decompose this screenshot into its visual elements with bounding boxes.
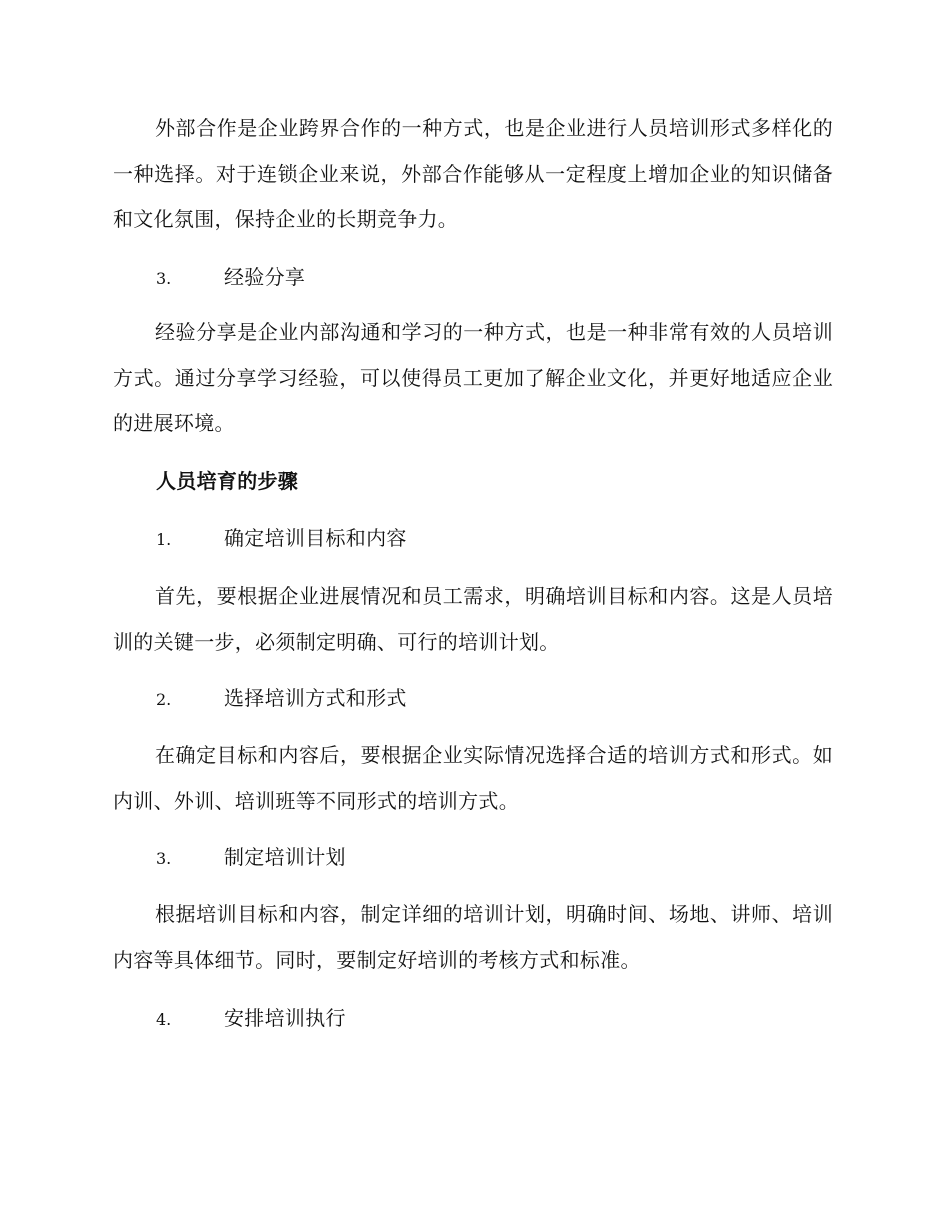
list-item-label: 制定培训计划 bbox=[224, 845, 346, 869]
paragraph-external-cooperation: 外部合作是企业跨界合作的一种方式，也是企业进行人员培训形式多样化的一种选择。对于连锁企业来说，外部合作能够从一定程度上增加企业的知识储备和文化氛围，保持企业的长期竞争力。 bbox=[113, 116, 833, 231]
paragraph-experience-sharing: 经验分享是企业内部沟通和学习的一种方式，也是一种非常有效的人员培训方式。通过分享学习经验，可以使得员工更加了解企业文化，并更好地适应企业的进展环境。 bbox=[113, 320, 833, 435]
paragraph-make-plan: 根据培训目标和内容，制定详细的培训计划，明确时间、场地、讲师、培训内容等具体细节。同时，要制定好培训的考核方式和标准。 bbox=[113, 902, 833, 972]
list-item-label: 安排培训执行 bbox=[224, 1006, 346, 1030]
list-item-label: 选择培训方式和形式 bbox=[224, 686, 407, 710]
list-item-label: 确定培训目标和内容 bbox=[224, 526, 407, 550]
section-heading-training-steps: 人员培育的步骤 bbox=[156, 469, 299, 493]
list-item-make-plan bbox=[156, 842, 346, 872]
list-item-number: 2. bbox=[156, 690, 172, 709]
list-item-experience-sharing bbox=[156, 262, 305, 292]
list-item-number: 3. bbox=[156, 849, 172, 868]
list-item-label: 经验分享 bbox=[224, 265, 306, 289]
list-item-define-goals bbox=[156, 523, 407, 553]
paragraph-define-goals: 首先，要根据企业进展情况和员工需求，明确培训目标和内容。这是人员培训的关键一步，必须制定明确、可行的培训计划。 bbox=[113, 584, 833, 654]
paragraph-choose-method: 在确定目标和内容后，要根据企业实际情况选择合适的培训方式和形式。如内训、外训、培训班等不同形式的培训方式。 bbox=[113, 743, 833, 813]
list-item-choose-method bbox=[156, 683, 407, 713]
list-item-number: 4. bbox=[156, 1010, 172, 1029]
list-item-execute-training bbox=[156, 1003, 346, 1033]
list-item-number: 1. bbox=[156, 530, 172, 549]
list-item-number: 3. bbox=[156, 269, 172, 288]
